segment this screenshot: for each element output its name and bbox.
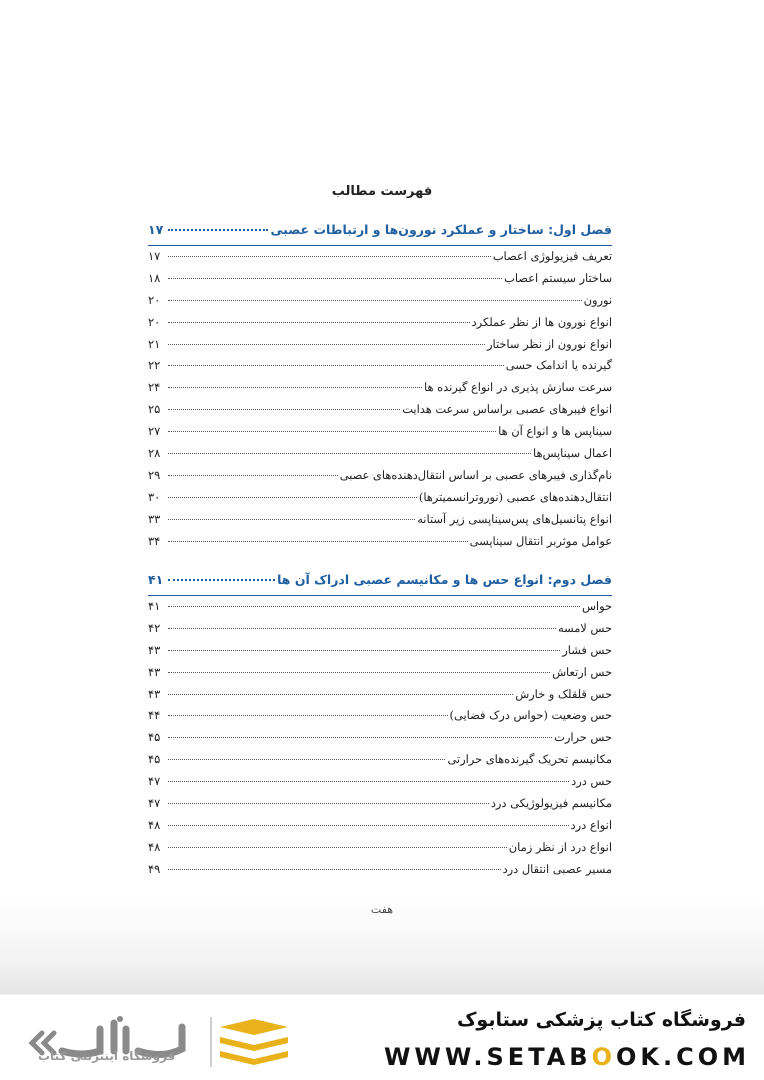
chapter-2-toc <box>148 572 612 884</box>
leader-dots <box>168 322 470 323</box>
leader-dots <box>168 869 501 870</box>
toc-entry[interactable] <box>148 293 612 315</box>
toc-entry[interactable] <box>148 862 612 884</box>
toc-entry-title: گیرنده یا اندامک حسی <box>505 358 612 373</box>
toc-entry-title: انواع پتانسیل‌های پس‌سیناپسی زیر آستانه <box>417 511 612 526</box>
toc-entry[interactable] <box>148 337 612 359</box>
leader-dots <box>168 409 400 410</box>
leader-dots <box>168 672 550 673</box>
leader-dots <box>168 387 422 388</box>
toc-entry-page: ۴۸ <box>148 839 161 854</box>
toc-entry-page: ۴۹ <box>148 861 161 876</box>
site-url-highlight: O <box>591 1043 616 1071</box>
toc-entry-page: ۳۳ <box>148 511 161 526</box>
leader-dots <box>168 759 445 760</box>
toc-entry-page: ۴۳ <box>148 642 161 657</box>
chapter-1-toc <box>148 222 612 555</box>
toc-entry-page: ۲۵ <box>148 402 161 417</box>
toc-entry-title: انواع نورون ها از نظر عملکرد <box>471 314 612 329</box>
leader-dots <box>168 541 468 542</box>
toc-entry-title: مکانیسم تحریک گیرنده‌های حرارتی <box>447 752 612 767</box>
toc-entry-title: مسیر عصبی انتقال درد <box>502 861 612 876</box>
toc-entry-title: حس قلقلک و خارش <box>515 686 612 701</box>
toc-entry-page: ۲۲ <box>148 358 161 373</box>
shop-banner <box>0 995 764 1080</box>
chapter-heading[interactable] <box>148 222 612 249</box>
toc-entry[interactable] <box>148 315 612 337</box>
toc-entry-title: سرعت سازش پذیری در انواع گیرنده ها <box>424 380 612 395</box>
chapter-title: فصل دوم: انواع حس ها و مکانیسم عصبی ادراک آن ها <box>277 572 612 587</box>
leader-dots <box>168 344 485 345</box>
toc-entry-page: ۲۹ <box>148 467 161 482</box>
toc-entry[interactable] <box>148 446 612 468</box>
leader-dots <box>168 715 448 716</box>
leader-dots <box>168 519 415 520</box>
toc-entry[interactable] <box>148 840 612 862</box>
leader-dots <box>168 781 569 782</box>
toc-entry[interactable] <box>148 249 612 271</box>
toc-entry[interactable] <box>148 665 612 687</box>
chapter-page: ۴۱ <box>148 572 164 587</box>
toc-entry-title: ساختار سیستم اعصاب <box>504 270 612 285</box>
setabook-logo-icon <box>22 1013 302 1075</box>
toc-entry-page: ۴۸ <box>148 817 161 832</box>
leader-dots <box>168 825 569 826</box>
leader-dots <box>168 431 496 432</box>
toc-entry-title: مکانیسم فیزیولوژیکی درد <box>490 796 612 811</box>
toc-entry-page: ۳۰ <box>148 489 161 504</box>
toc-entry-page: ۴۱ <box>148 599 161 613</box>
toc-entry[interactable] <box>148 752 612 774</box>
toc-entry-title: اعمال سیناپس‌ها <box>533 446 612 461</box>
toc-entry-title: حواس <box>582 599 612 613</box>
leader-dots <box>168 628 556 629</box>
toc-entry-title: حس ارتعاش <box>552 664 612 679</box>
toc-entry-title: حس حرارت <box>554 730 612 745</box>
leader-dots <box>168 579 275 581</box>
toc-entry[interactable] <box>148 358 612 380</box>
toc-entry-page: ۲۴ <box>148 380 161 395</box>
page-title: فهرست مطالب <box>331 184 433 199</box>
toc-entry-page: ۲۰ <box>148 314 161 329</box>
toc-entry-title: انتقال‌دهنده‌های عصبی (نوروترانسمیترها) <box>418 489 612 504</box>
banner-divider <box>210 1017 212 1067</box>
toc-entry[interactable] <box>148 271 612 293</box>
toc-entry[interactable] <box>148 424 612 446</box>
toc-entry-title: حس وضعیت (حواس درک فضایی) <box>449 708 612 723</box>
toc-entry[interactable] <box>148 687 612 709</box>
logo-caption: فروشگاه اینترنتی کتاب <box>38 1049 176 1063</box>
leader-dots <box>168 606 580 607</box>
toc-entry[interactable] <box>148 621 612 643</box>
leader-dots <box>168 737 552 738</box>
chapter-title: فصل اول: ساختار و عملکرد نورون‌ها و ارتباطات عصبی <box>270 222 612 237</box>
toc-entry[interactable] <box>148 643 612 665</box>
toc-entry[interactable] <box>148 402 612 424</box>
chapter-entries <box>148 249 612 555</box>
leader-dots <box>168 650 560 651</box>
toc-entry-title: حس فشار <box>562 642 612 657</box>
toc-entry-page: ۴۵ <box>148 752 161 767</box>
shop-name: فروشگاه کتاب پزشکی ستابوک <box>456 1009 746 1031</box>
toc-entry[interactable] <box>148 708 612 730</box>
toc-entry-title: تعریف فیزیولوژی اعصاب <box>492 249 612 263</box>
setabook-logo[interactable] <box>22 1013 302 1075</box>
toc-entry-page: ۴۴ <box>148 708 161 723</box>
toc-entry-page: ۲۱ <box>148 336 161 351</box>
toc-entry-page: ۴۳ <box>148 686 161 701</box>
leader-dots <box>168 497 417 498</box>
toc-entry-title: انواع فیبرهای عصبی براساس سرعت هدایت <box>402 402 612 417</box>
toc-entry[interactable] <box>148 774 612 796</box>
leader-dots <box>168 300 582 301</box>
chapter-heading[interactable] <box>148 572 612 599</box>
toc-entry[interactable] <box>148 490 612 512</box>
toc-entry[interactable] <box>148 380 612 402</box>
leader-dots <box>168 694 513 695</box>
leader-dots <box>168 453 531 454</box>
toc-entry[interactable] <box>148 818 612 840</box>
toc-entry-title: حس لامسه <box>557 620 612 635</box>
toc-entry-page: ۱۷ <box>148 249 161 263</box>
leader-dots <box>168 365 504 366</box>
toc-entry-page: ۳۴ <box>148 533 161 548</box>
toc-entry-page: ۲۸ <box>148 446 161 461</box>
toc-entry-title: انواع درد از نظر زمان <box>508 839 612 854</box>
toc-entry[interactable] <box>148 796 612 818</box>
chapter-entries <box>148 599 612 884</box>
leader-dots <box>168 475 338 476</box>
toc-entry-page: ۲۷ <box>148 424 161 439</box>
leader-dots <box>168 278 502 279</box>
toc-entry-title: نام‌گذاری فیبرهای عصبی بر اساس انتقال‌دهنده‌های عصبی <box>339 467 612 482</box>
toc-entry-title: انواع نورون از نظر ساختار <box>486 336 612 351</box>
toc-entry-title: عوامل موثربر انتقال سیناپسی <box>469 533 612 548</box>
chapter-page: ۱۷ <box>148 222 164 237</box>
toc-entry-title: سیناپس ها و انواع آن ها <box>498 424 612 439</box>
leader-dots <box>168 803 489 804</box>
toc-entry-title: انواع درد <box>570 817 612 832</box>
toc-entry-page: ۴۷ <box>148 774 161 789</box>
site-url[interactable]: WWW.SETABOOK.COM <box>383 1043 750 1071</box>
toc-entry-page: ۲۰ <box>148 292 161 307</box>
leader-dots <box>168 256 491 257</box>
leader-dots <box>168 847 507 848</box>
toc-entry-page: ۴۲ <box>148 620 161 635</box>
toc-entry-page: ۴۷ <box>148 796 161 811</box>
page-number: هفت <box>370 903 394 916</box>
toc-entry-page: ۴۵ <box>148 730 161 745</box>
toc-entry[interactable] <box>148 730 612 752</box>
toc-entry[interactable] <box>148 468 612 490</box>
toc-entry-page: ۴۳ <box>148 664 161 679</box>
toc-entry[interactable] <box>148 534 612 556</box>
toc-entry-page: ۱۸ <box>148 270 161 285</box>
toc-entry[interactable] <box>148 512 612 534</box>
toc-entry-title: نورون <box>583 292 612 307</box>
toc-entry-title: حس درد <box>571 774 612 789</box>
toc-entry[interactable] <box>148 599 612 621</box>
leader-dots <box>168 229 268 231</box>
